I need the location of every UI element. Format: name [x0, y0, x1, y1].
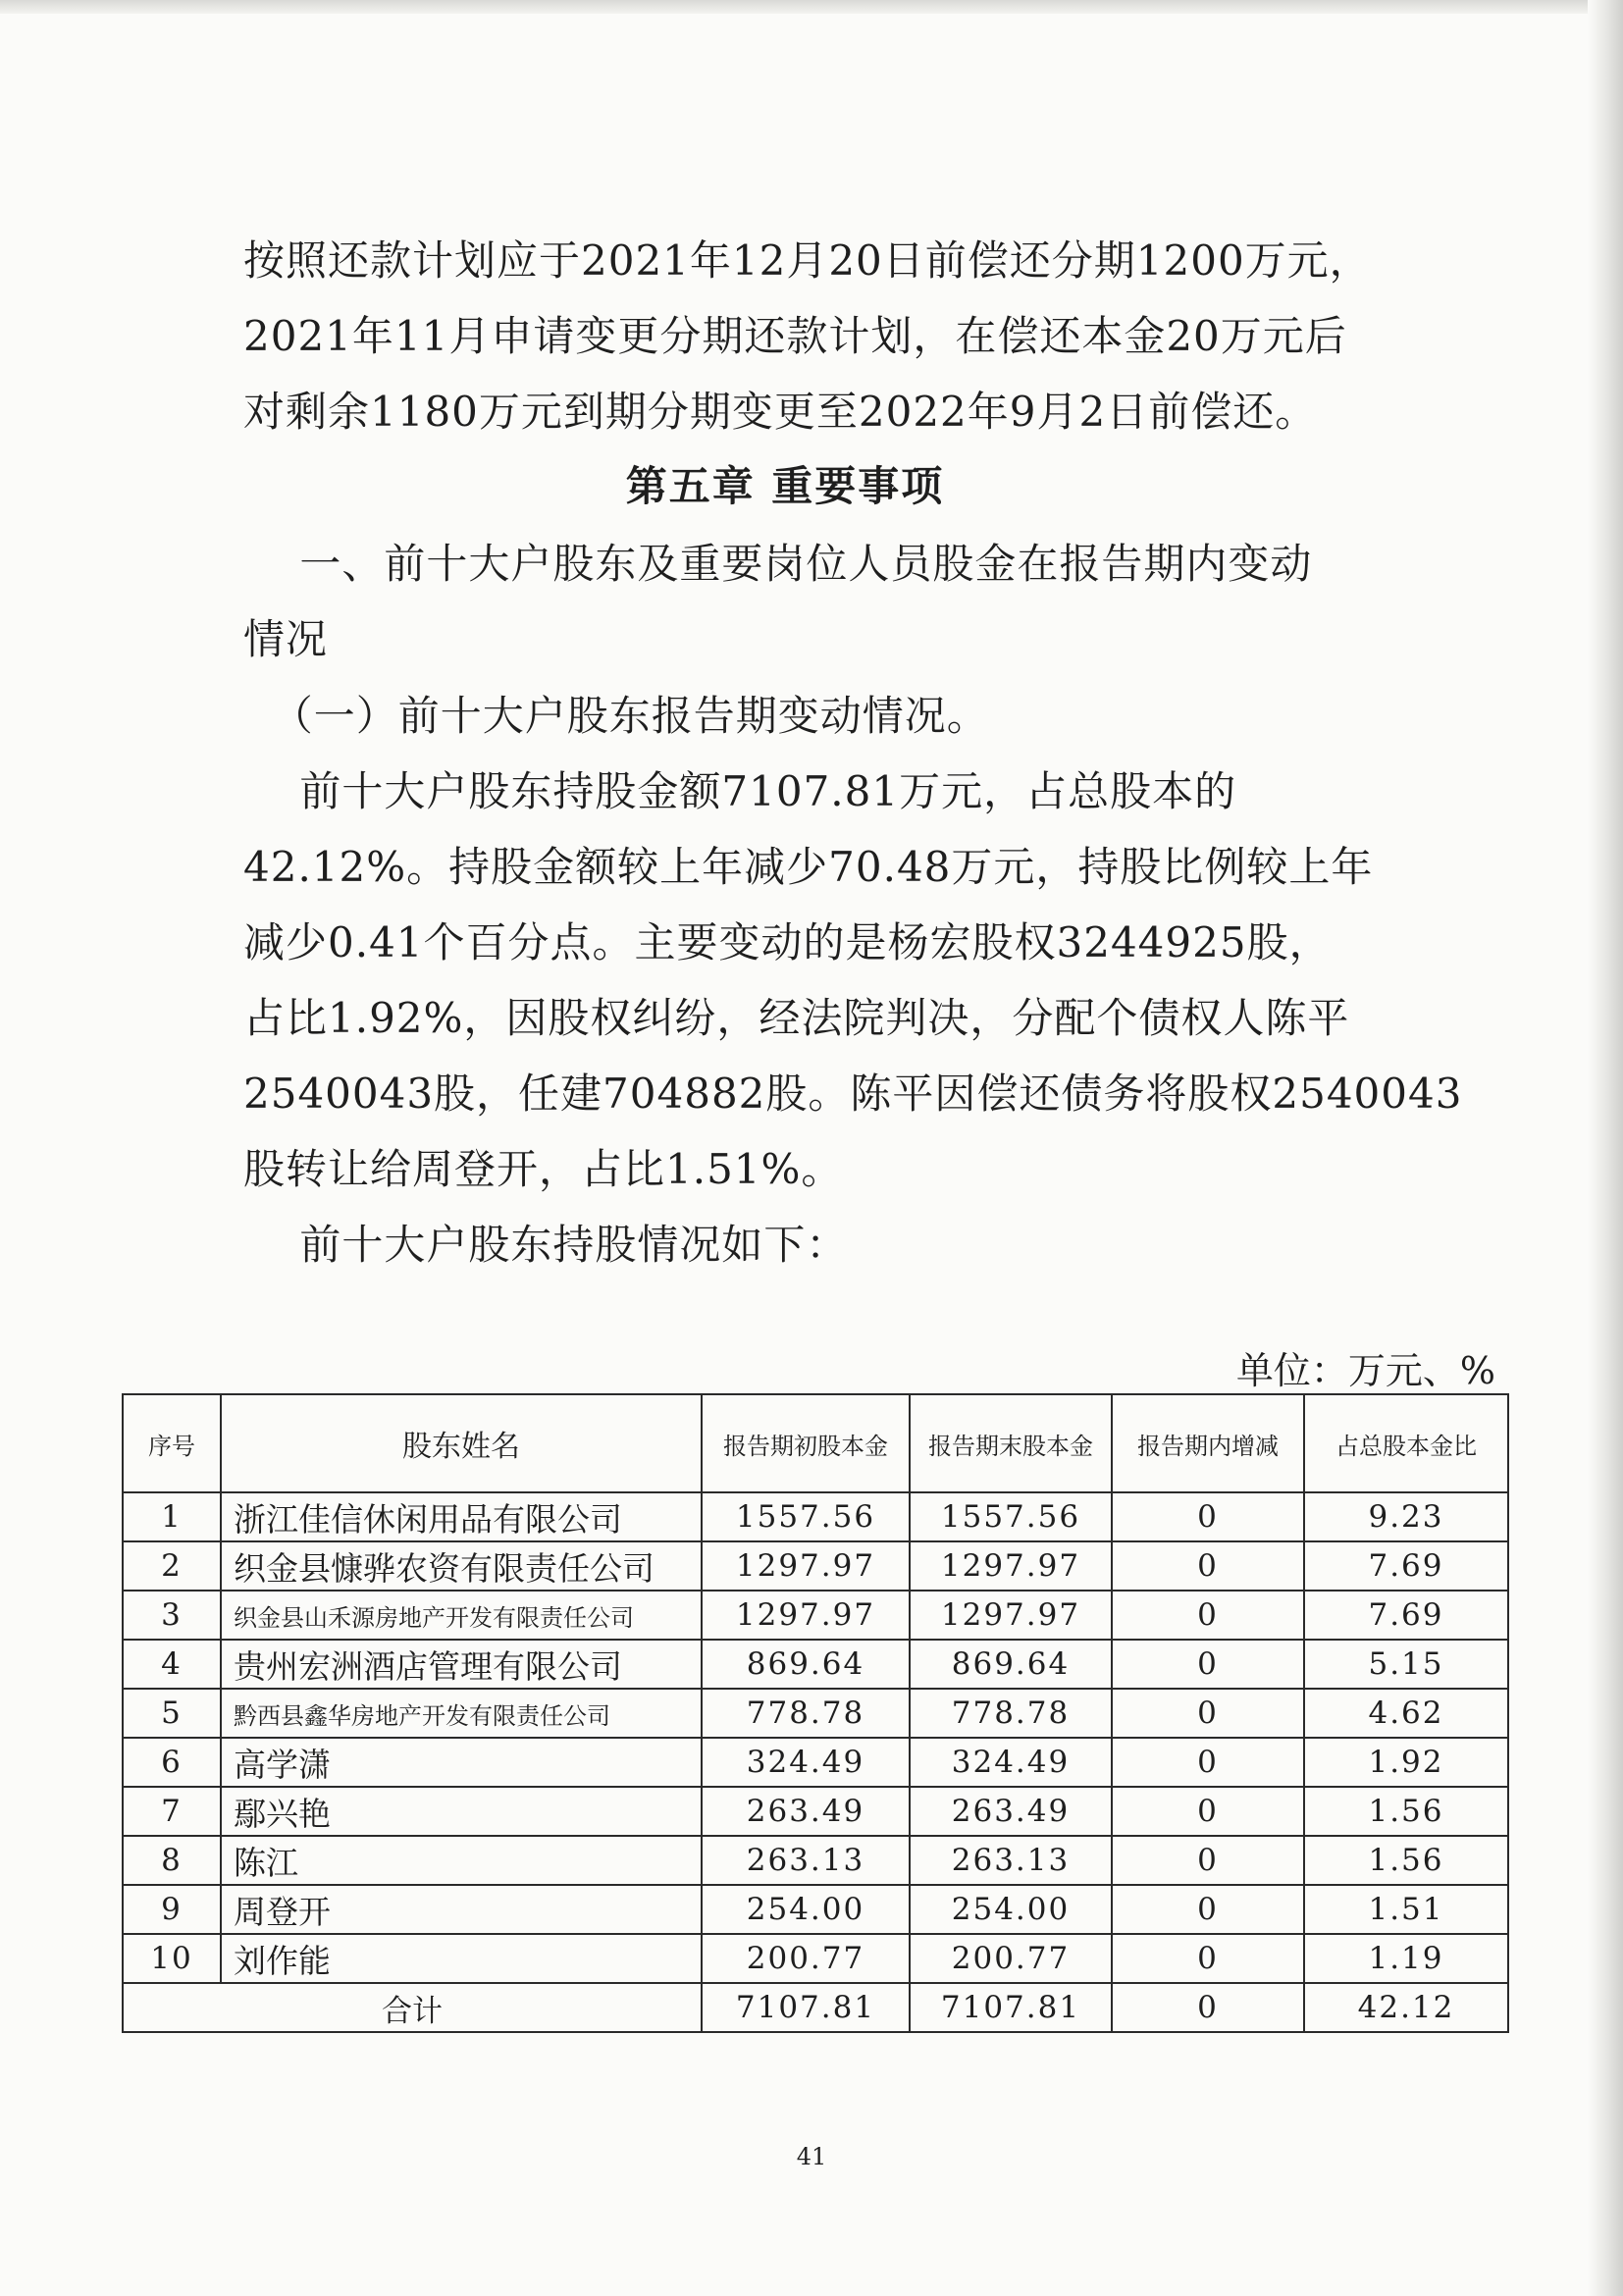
row-end: 324.49 [910, 1738, 1112, 1787]
row-ratio: 1.19 [1304, 1934, 1508, 1983]
paragraph-line: 2540043股，任建704882股。陈平因偿还债务将股权2540043 [243, 1070, 1463, 1118]
row-change: 0 [1112, 1541, 1304, 1591]
row-name: 刘作能 [221, 1934, 702, 1983]
table-total-row [123, 1983, 1508, 2032]
row-name: 浙江佳信休闲用品有限公司 [221, 1492, 702, 1541]
row-name: 周登开 [221, 1885, 702, 1934]
row-begin: 1297.97 [702, 1541, 910, 1591]
row-change: 0 [1112, 1640, 1304, 1689]
row-ratio: 5.15 [1304, 1640, 1508, 1689]
table-header-row [123, 1394, 1508, 1492]
paragraph-line: 占比1.92%，因股权纠纷，经法院判决，分配个债权人陈平 [243, 994, 1350, 1042]
row-begin: 200.77 [702, 1934, 910, 1983]
paragraph-line: 42.12%。持股金额较上年减少70.48万元，持股比例较上年 [243, 843, 1374, 891]
row-begin: 263.49 [702, 1787, 910, 1836]
paragraph-line: 2021年11月申请变更分期还款计划，在偿还本金20万元后 [243, 312, 1347, 360]
row-end: 263.13 [910, 1836, 1112, 1885]
row-ratio: 4.62 [1304, 1689, 1508, 1738]
row-ratio: 1.92 [1304, 1738, 1508, 1787]
row-end: 778.78 [910, 1689, 1112, 1738]
table-row [123, 1541, 1508, 1591]
row-ratio: 7.69 [1304, 1591, 1508, 1640]
row-end: 869.64 [910, 1640, 1112, 1689]
paragraph-line: 股转让给周登开，占比1.51%。 [243, 1145, 844, 1193]
row-change: 0 [1112, 1934, 1304, 1983]
row-end: 254.00 [910, 1885, 1112, 1934]
row-change: 0 [1112, 1787, 1304, 1836]
header-change: 报告期内增减 [1112, 1394, 1304, 1492]
row-name: 高学潇 [221, 1738, 702, 1787]
row-no: 4 [123, 1640, 221, 1689]
subsection-heading: （一）前十大户股东报告期变动情况。 [243, 692, 989, 740]
row-end: 1557.56 [910, 1492, 1112, 1541]
table-row [123, 1640, 1508, 1689]
paragraph-line: 减少0.41个百分点。主要变动的是杨宏股权3244925股， [243, 918, 1332, 966]
header-end: 报告期末股本金 [910, 1394, 1112, 1492]
table-row [123, 1885, 1508, 1934]
shareholder-table [122, 1393, 1509, 2033]
row-name: 鄢兴艳 [221, 1787, 702, 1836]
row-ratio: 9.23 [1304, 1492, 1508, 1541]
section-heading-line: 一、前十大户股东及重要岗位人员股金在报告期内变动 [243, 540, 1313, 588]
row-no: 6 [123, 1738, 221, 1787]
unit-label: 单位：万元、% [1235, 1349, 1495, 1392]
row-name: 黔西县鑫华房地产开发有限责任公司 [221, 1689, 702, 1738]
table-row [123, 1836, 1508, 1885]
total-ratio: 42.12 [1304, 1983, 1508, 2032]
table-row [123, 1689, 1508, 1738]
row-no: 7 [123, 1787, 221, 1836]
section-heading-line: 情况 [243, 615, 329, 663]
row-name: 织金县慷骅农资有限责任公司 [221, 1541, 702, 1591]
row-end: 263.49 [910, 1787, 1112, 1836]
row-name: 织金县山禾源房地产开发有限责任公司 [221, 1591, 702, 1640]
total-change: 0 [1112, 1983, 1304, 2032]
total-end: 7107.81 [910, 1983, 1112, 2032]
row-ratio: 1.56 [1304, 1787, 1508, 1836]
table-row [123, 1787, 1508, 1836]
row-name: 陈江 [221, 1836, 702, 1885]
paragraph-line: 按照还款计划应于2021年12月20日前偿还分期1200万元， [243, 236, 1372, 285]
row-end: 200.77 [910, 1934, 1112, 1983]
row-begin: 1297.97 [702, 1591, 910, 1640]
row-change: 0 [1112, 1885, 1304, 1934]
header-no: 序号 [123, 1394, 221, 1492]
row-ratio: 1.56 [1304, 1836, 1508, 1885]
row-begin: 254.00 [702, 1885, 910, 1934]
table-intro: 前十大户股东持股情况如下： [243, 1221, 849, 1269]
table-row [123, 1934, 1508, 1983]
row-begin: 263.13 [702, 1836, 910, 1885]
table-row [123, 1492, 1508, 1541]
row-no: 5 [123, 1689, 221, 1738]
paragraph-line: 对剩余1180万元到期分期变更至2022年9月2日前偿还。 [243, 388, 1318, 436]
page-number: 41 [796, 2143, 827, 2170]
row-no: 10 [123, 1934, 221, 1983]
row-no: 1 [123, 1492, 221, 1541]
row-no: 9 [123, 1885, 221, 1934]
row-no: 3 [123, 1591, 221, 1640]
row-change: 0 [1112, 1492, 1304, 1541]
row-name: 贵州宏洲酒店管理有限公司 [221, 1640, 702, 1689]
header-begin: 报告期初股本金 [702, 1394, 910, 1492]
row-begin: 869.64 [702, 1640, 910, 1689]
row-ratio: 1.51 [1304, 1885, 1508, 1934]
scan-edge [0, 0, 1623, 14]
scan-edge-right [1588, 0, 1623, 2296]
row-no: 2 [123, 1541, 221, 1591]
row-begin: 324.49 [702, 1738, 910, 1787]
total-label: 合计 [123, 1983, 702, 2032]
row-begin: 1557.56 [702, 1492, 910, 1541]
row-no: 8 [123, 1836, 221, 1885]
header-name: 股东姓名 [221, 1394, 702, 1492]
row-ratio: 7.69 [1304, 1541, 1508, 1591]
paragraph-line: 前十大户股东持股金额7107.81万元，占总股本的 [243, 767, 1237, 815]
row-begin: 778.78 [702, 1689, 910, 1738]
header-ratio: 占总股本金比 [1304, 1394, 1508, 1492]
table-row [123, 1591, 1508, 1640]
row-change: 0 [1112, 1591, 1304, 1640]
row-end: 1297.97 [910, 1591, 1112, 1640]
row-change: 0 [1112, 1689, 1304, 1738]
row-change: 0 [1112, 1836, 1304, 1885]
table-row [123, 1738, 1508, 1787]
row-end: 1297.97 [910, 1541, 1112, 1591]
total-begin: 7107.81 [702, 1983, 910, 2032]
chapter-title: 第五章 重要事项 [625, 462, 945, 510]
row-change: 0 [1112, 1738, 1304, 1787]
